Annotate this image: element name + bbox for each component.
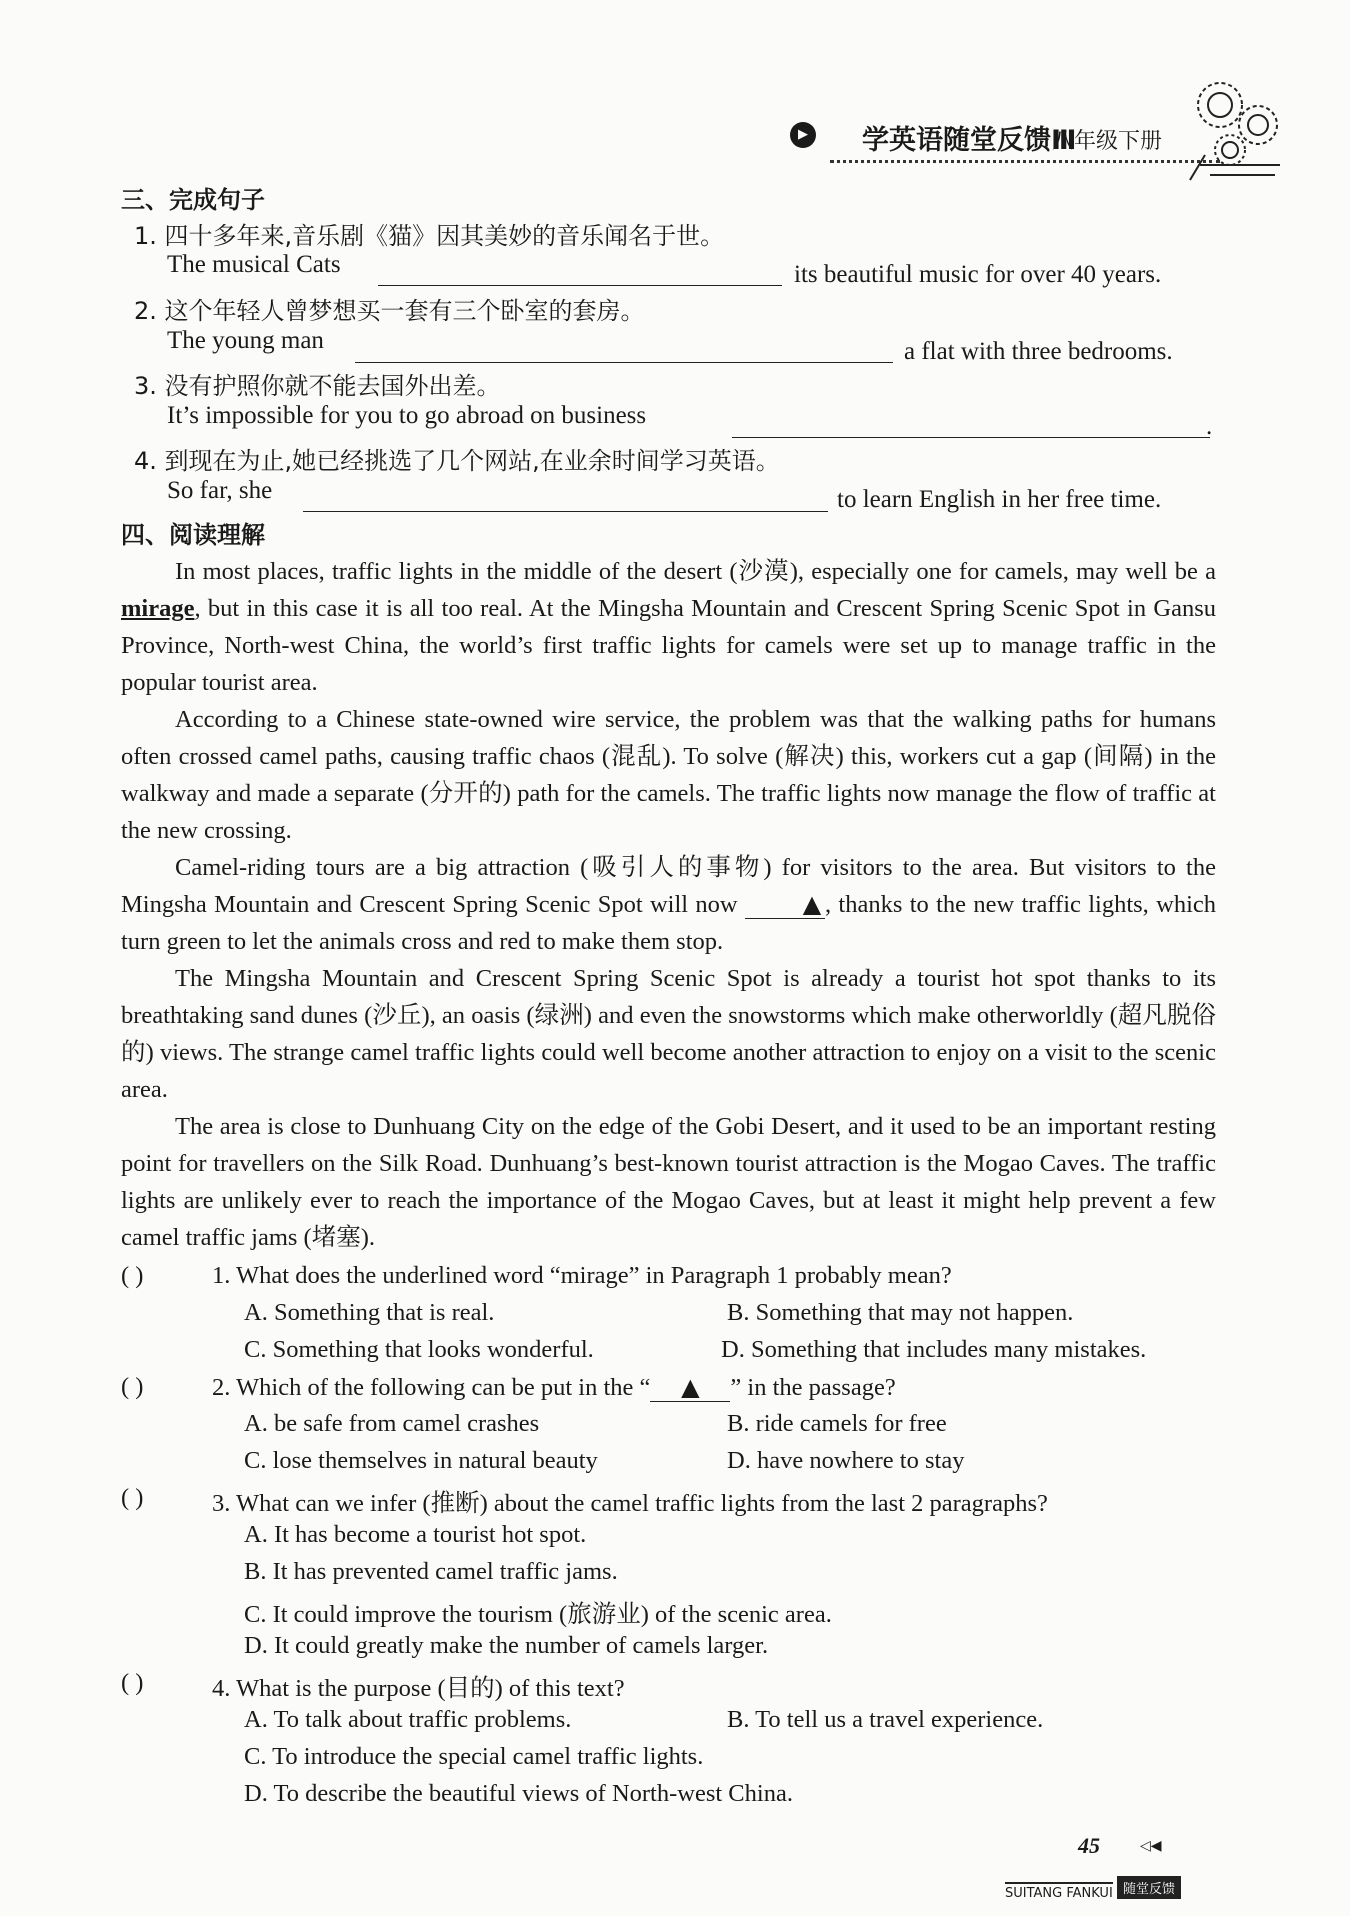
series-title: 学英语随堂反馈Ⅲ	[862, 125, 1077, 156]
question-2: 2. Which of the following can be put in the “ ▲ ” in the passage?	[212, 1373, 896, 1401]
q2-option-d[interactable]: D. have nowhere to stay	[727, 1447, 965, 1474]
section-title-completion: 三、完成句子	[121, 186, 265, 214]
q3-option-a[interactable]: A. It has become a tourist hot spot.	[244, 1521, 587, 1548]
sentence-1-end: its beautiful music for over 40 years.	[794, 261, 1162, 288]
sentence-1-blank[interactable]	[378, 285, 782, 286]
sentence-1-chinese: 1. 四十多年来,音乐剧《猫》因其美妙的音乐闻名于世。	[134, 222, 725, 250]
sentence-3-end: .	[1206, 413, 1213, 440]
q1-option-a[interactable]: A. Something that is real.	[244, 1299, 495, 1326]
question-3: 3. What can we infer (推断) about the camel traffic lights from the last 2 paragraphs?	[212, 1490, 1048, 1517]
q2-triangle-blank: ▲	[650, 1373, 730, 1402]
paragraph-5: The area is close to Dunhuang City on the edge of the Gobi Desert, and it used to be an important resting point for travellers on the Silk Road. Dunhuang’s best-known tourist attraction is the Mogao Caves. The traffic lights are unlikely ever to reach the importance of the Mogao Caves, but at least it might help prevent a few camel traffic jams (堵塞).	[121, 1113, 1216, 1251]
page-arrow-icon: ◁◀	[1140, 1838, 1162, 1854]
reading-passage	[121, 553, 1216, 1256]
header-divider	[830, 160, 1220, 163]
grade-label: 八年级下册	[1052, 129, 1163, 154]
sentence-3-chinese: 3. 没有护照你就不能去国外出差。	[134, 372, 501, 400]
q2-option-a[interactable]: A. be safe from camel crashes	[244, 1410, 540, 1437]
paragraph-3: Camel-riding tours are a big attraction (吸引人的事物) for visitors to the area. But visitors to the Mingsha Mountain and Crescent Spring Scenic Spot will now ▲ , thanks to the new traffic lights, which turn green to let the animals cross and red to make them stop.	[121, 854, 1216, 955]
sentence-2-blank[interactable]	[355, 362, 893, 363]
play-icon: ▶	[790, 122, 816, 148]
paragraph-4: The Mingsha Mountain and Crescent Spring Scenic Spot is already a tourist hot spot thanks to its breathtaking sand dunes (沙丘), an oasis (绿洲) and even the snowstorms which make otherworldly (超凡脱俗的) views. The strange camel traffic lights could well become another attraction to enjoy on a visit to the scenic area.	[121, 965, 1216, 1103]
page-number: 45	[1078, 1833, 1100, 1858]
underlined-word-mirage: mirage	[121, 595, 195, 622]
q4-option-b[interactable]: B. To tell us a travel experience.	[727, 1706, 1044, 1733]
paragraph-1: In most places, traffic lights in the middle of the desert (沙漠), especially one for camels, may well be a mirage, but in this case it is all too real. At the Mingsha Mountain and Crescent Spring Scenic Spot in Gansu Province, North-west China, the world’s first traffic lights for camels were set up to manage traffic in the popular tourist area.	[121, 558, 1216, 696]
sentence-4-start: So far, she	[167, 477, 273, 504]
q3-option-b[interactable]: B. It has prevented camel traffic jams.	[244, 1558, 618, 1585]
sentence-2-start: The young man	[167, 327, 324, 354]
series-badge: 随堂反馈	[1117, 1876, 1181, 1899]
page-header	[790, 118, 1210, 168]
q4-option-d[interactable]: D. To describe the beautiful views of North-west China.	[244, 1780, 793, 1807]
q3-option-c[interactable]: C. It could improve the tourism (旅游业) of the scenic area.	[244, 1601, 832, 1628]
sentence-4-chinese: 4. 到现在为止,她已经挑选了几个网站,在业余时间学习英语。	[134, 447, 780, 475]
answer-bracket-3[interactable]: ( )	[121, 1484, 144, 1511]
q1-option-c[interactable]: C. Something that looks wonderful.	[244, 1336, 594, 1363]
triangle-blank[interactable]: ▲	[745, 890, 825, 919]
sentence-3-start: It’s impossible for you to go abroad on business	[167, 402, 647, 429]
answer-bracket-2[interactable]: ( )	[121, 1373, 144, 1400]
flower-decoration-icon	[1180, 70, 1300, 190]
q1-option-d[interactable]: D. Something that includes many mistakes.	[721, 1336, 1147, 1363]
answer-bracket-4[interactable]: ( )	[121, 1669, 144, 1696]
q4-option-c[interactable]: C. To introduce the special camel traffic lights.	[244, 1743, 704, 1770]
sentence-3-blank[interactable]	[732, 437, 1210, 438]
question-4: 4. What is the purpose (目的) of this text?	[212, 1675, 625, 1702]
q4-option-a[interactable]: A. To talk about traffic problems.	[244, 1706, 572, 1733]
sentence-1-start: The musical Cats	[167, 251, 341, 278]
section-title-reading: 四、阅读理解	[121, 521, 265, 549]
sentence-4-end: to learn English in her free time.	[837, 486, 1162, 513]
answer-bracket-1[interactable]: ( )	[121, 1262, 144, 1289]
q3-option-d[interactable]: D. It could greatly make the number of camels larger.	[244, 1632, 769, 1659]
sentence-2-chinese: 2. 这个年轻人曾梦想买一套有三个卧室的套房。	[134, 297, 645, 325]
q2-option-b[interactable]: B. ride camels for free	[727, 1410, 947, 1437]
sentence-4-blank[interactable]	[303, 511, 828, 512]
q1-option-b[interactable]: B. Something that may not happen.	[727, 1299, 1074, 1326]
sentence-2-end: a flat with three bedrooms.	[904, 338, 1173, 365]
q2-option-c[interactable]: C. lose themselves in natural beauty	[244, 1447, 598, 1474]
question-1: 1. What does the underlined word “mirage” in Paragraph 1 probably mean?	[212, 1262, 952, 1289]
paragraph-2: According to a Chinese state-owned wire service, the problem was that the walking paths for humans often crossed camel paths, causing traffic chaos (混乱). To solve (解决) this, workers cut a gap (间隔) in the walkway and made a separate (分开的) path for the camels. The traffic lights now manage the flow of traffic at the new crossing.	[121, 706, 1216, 844]
series-name-english: SUITANG FANKUI	[1005, 1882, 1113, 1901]
